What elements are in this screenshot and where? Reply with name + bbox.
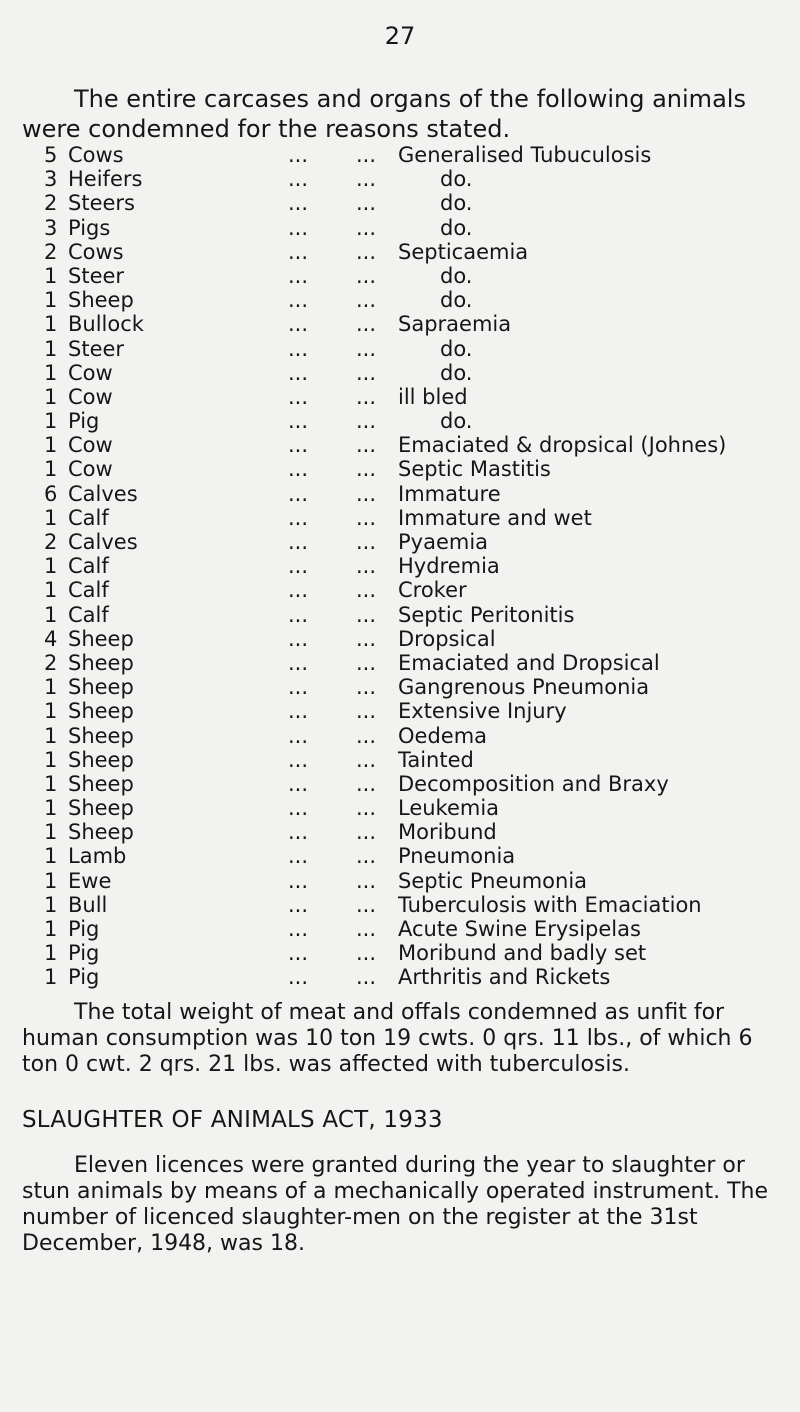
animal-count: 1: [44, 578, 58, 603]
animal-type: Bull: [68, 892, 108, 917]
condemnation-reason: Arthritis and Rickets: [398, 965, 611, 990]
condemnation-reason: Immature: [398, 481, 501, 506]
animal-type: Ewe: [68, 868, 112, 893]
leader-dots: ...: [356, 941, 377, 966]
leader-dots: ...: [288, 868, 309, 893]
table-row: [44, 603, 784, 627]
animal-count: 1: [44, 554, 58, 579]
animal-count: 1: [44, 602, 58, 627]
leader-dots: ...: [288, 191, 309, 216]
table-row: [44, 869, 784, 893]
leader-dots: ...: [288, 312, 309, 337]
animal-count: 1: [44, 820, 58, 845]
leader-dots: ...: [356, 336, 377, 361]
table-row: [44, 167, 784, 191]
leader-dots: ...: [288, 626, 309, 651]
condemnation-reason: Gangrenous Pneumonia: [398, 675, 650, 700]
animal-count: 3: [44, 215, 58, 240]
animal-type: Cows: [68, 239, 124, 264]
animal-count: 2: [44, 239, 58, 264]
page-number: 27: [384, 22, 416, 50]
leader-dots: ...: [288, 457, 309, 482]
leader-dots: ...: [356, 650, 377, 675]
leader-dots: ...: [356, 844, 377, 869]
animal-count: 2: [44, 530, 58, 554]
condemnation-reason: Emaciated & dropsical (Johnes): [398, 433, 727, 458]
condemnation-reason: do.: [440, 191, 473, 216]
table-row: [44, 433, 784, 457]
animal-type: Cows: [68, 143, 124, 167]
leader-dots: ...: [356, 457, 377, 482]
animal-count: 1: [44, 917, 58, 941]
condemnation-reason: Hydremia: [398, 554, 500, 579]
leader-dots: ...: [356, 868, 377, 893]
animal-type: Cow: [68, 384, 113, 409]
leader-dots: ...: [356, 554, 377, 579]
table-row: [44, 191, 784, 215]
animal-count: 3: [44, 167, 58, 192]
condemnation-reason: Septicaemia: [398, 239, 529, 264]
leader-dots: ...: [288, 384, 309, 409]
table-row: [44, 578, 784, 602]
animal-type: Sheep: [68, 771, 134, 796]
leader-dots: ...: [288, 675, 309, 700]
leader-dots: ...: [356, 771, 377, 796]
animal-type: Cow: [68, 433, 113, 458]
condemnation-reason: Generalised Tubuculosis: [398, 143, 652, 167]
animal-type: Lamb: [68, 844, 127, 869]
leader-dots: ...: [356, 505, 377, 530]
animal-count: 1: [44, 505, 58, 530]
condemnation-reason: Emaciated and Dropsical: [398, 650, 660, 675]
animal-type: Calves: [68, 530, 138, 554]
table-row: [44, 675, 784, 699]
leader-dots: ...: [356, 723, 377, 748]
leader-dots: ...: [356, 312, 377, 337]
leader-dots: ...: [288, 723, 309, 748]
animal-type: Bullock: [68, 312, 144, 337]
licences-paragraph: Eleven licences were granted during the year to slaughter or stun animals by means of a mechanically operated instrument. The number of licenced slaughter-men on the register at the 31st December, 1948, was 18.: [22, 1153, 769, 1256]
leader-dots: ...: [356, 360, 377, 385]
animal-count: 5: [44, 143, 58, 167]
leader-dots: ...: [356, 965, 377, 990]
leader-dots: ...: [356, 796, 377, 821]
table-row: [44, 409, 784, 433]
condemnation-reason: Oedema: [398, 723, 488, 748]
leader-dots: ...: [288, 892, 309, 917]
condemnation-reason: Moribund: [398, 820, 497, 845]
animal-type: Heifers: [68, 167, 143, 192]
animal-type: Calf: [68, 554, 109, 579]
animal-count: 1: [44, 675, 58, 700]
table-row: [44, 530, 784, 554]
leader-dots: ...: [356, 917, 377, 941]
animal-type: Calf: [68, 505, 109, 530]
leader-dots: ...: [356, 820, 377, 845]
animal-type: Calves: [68, 481, 138, 506]
animal-type: Sheep: [68, 747, 134, 772]
leader-dots: ...: [356, 239, 377, 264]
table-row: [44, 216, 784, 240]
leader-dots: ...: [356, 626, 377, 651]
leader-dots: ...: [288, 602, 309, 627]
condemnation-reason: Moribund and badly set: [398, 941, 647, 966]
animal-type: Sheep: [68, 650, 134, 675]
leader-dots: ...: [288, 941, 309, 966]
condemnation-reason: Tuberculosis with Emaciation: [398, 892, 702, 917]
animal-type: Sheep: [68, 820, 134, 845]
table-row: [44, 506, 784, 530]
leader-dots: ...: [288, 820, 309, 845]
leader-dots: ...: [356, 602, 377, 627]
table-row: [44, 143, 784, 167]
section-heading: SLAUGHTER OF ANIMALS ACT, 1933: [22, 1107, 443, 1133]
leader-dots: ...: [356, 530, 377, 554]
intro-paragraph: The entire carcases and organs of the following animals were condemned for the reasons stated.: [22, 85, 746, 143]
table-row: [44, 554, 784, 578]
condemnation-reason: Decomposition and Braxy: [398, 771, 669, 796]
leader-dots: ...: [288, 263, 309, 288]
table-row: [44, 965, 784, 989]
leader-dots: ...: [288, 215, 309, 240]
animal-type: Pig: [68, 965, 100, 990]
animal-count: 1: [44, 409, 58, 434]
leader-dots: ...: [288, 433, 309, 458]
condemnation-reason: ill bled: [398, 384, 468, 409]
animal-type: Sheep: [68, 288, 134, 313]
animal-count: 6: [44, 481, 58, 506]
animal-count: 1: [44, 723, 58, 748]
condemnation-reason: Pyaemia: [398, 530, 489, 554]
leader-dots: ...: [288, 409, 309, 434]
leader-dots: ...: [288, 771, 309, 796]
animal-count: 1: [44, 263, 58, 288]
leader-dots: ...: [288, 965, 309, 990]
leader-dots: ...: [288, 288, 309, 313]
animal-type: Sheep: [68, 796, 134, 821]
table-row: [44, 288, 784, 312]
leader-dots: ...: [288, 336, 309, 361]
table-row: [44, 651, 784, 675]
condemnation-reason: do.: [440, 215, 473, 240]
animal-count: 1: [44, 868, 58, 893]
animal-count: 4: [44, 626, 58, 651]
leader-dots: ...: [288, 796, 309, 821]
animal-count: 2: [44, 191, 58, 216]
animal-type: Sheep: [68, 699, 134, 724]
condemnation-reason: Septic Mastitis: [398, 457, 551, 482]
animal-count: 2: [44, 650, 58, 675]
animal-type: Cow: [68, 360, 113, 385]
leader-dots: ...: [356, 384, 377, 409]
leader-dots: ...: [288, 699, 309, 724]
condemnation-reason: Extensive Injury: [398, 699, 567, 724]
condemnation-reason: Septic Pneumonia: [398, 868, 588, 893]
leader-dots: ...: [356, 578, 377, 603]
table-row: [44, 457, 784, 481]
animal-count: 1: [44, 796, 58, 821]
condemnation-reason: Dropsical: [398, 626, 496, 651]
animal-count: 1: [44, 747, 58, 772]
leader-dots: ...: [356, 263, 377, 288]
condemnation-reason: Tainted: [398, 747, 474, 772]
table-row: [44, 844, 784, 868]
animal-count: 1: [44, 699, 58, 724]
condemnation-reason: Septic Peritonitis: [398, 602, 575, 627]
leader-dots: ...: [356, 288, 377, 313]
table-row: [44, 240, 784, 264]
leader-dots: ...: [288, 917, 309, 941]
table-row: [44, 748, 784, 772]
leader-dots: ...: [288, 360, 309, 385]
leader-dots: ...: [288, 844, 309, 869]
condemnation-reason: do.: [440, 409, 473, 434]
condemnation-reason: Acute Swine Erysipelas: [398, 917, 641, 941]
leader-dots: ...: [288, 530, 309, 554]
table-row: [44, 917, 784, 941]
condemnation-reason: Croker: [398, 578, 467, 603]
animal-type: Sheep: [68, 626, 134, 651]
leader-dots: ...: [356, 167, 377, 192]
animal-count: 1: [44, 433, 58, 458]
leader-dots: ...: [288, 650, 309, 675]
table-row: [44, 361, 784, 385]
leader-dots: ...: [288, 481, 309, 506]
leader-dots: ...: [356, 191, 377, 216]
condemnation-reason: do.: [440, 336, 473, 361]
leader-dots: ...: [356, 433, 377, 458]
leader-dots: ...: [356, 409, 377, 434]
leader-dots: ...: [356, 143, 377, 167]
condemnation-reason: do.: [440, 288, 473, 313]
animal-type: Steer: [68, 336, 125, 361]
condemnation-reason: do.: [440, 263, 473, 288]
animal-count: 1: [44, 384, 58, 409]
animal-type: Calf: [68, 578, 109, 603]
leader-dots: ...: [356, 481, 377, 506]
leader-dots: ...: [356, 747, 377, 772]
animal-count: 1: [44, 288, 58, 313]
leader-dots: ...: [356, 215, 377, 240]
condemnation-reason: Pneumonia: [398, 844, 516, 869]
table-row: [44, 385, 784, 409]
leader-dots: ...: [288, 747, 309, 772]
animal-type: Pig: [68, 409, 100, 434]
condemnation-reason: Leukemia: [398, 796, 500, 821]
table-row: [44, 699, 784, 723]
animal-type: Pigs: [68, 215, 111, 240]
animal-type: Steers: [68, 191, 135, 216]
animal-type: Cow: [68, 457, 113, 482]
leader-dots: ...: [356, 675, 377, 700]
table-row: [44, 724, 784, 748]
animal-count: 1: [44, 892, 58, 917]
animal-count: 1: [44, 312, 58, 337]
animal-type: Pig: [68, 941, 100, 966]
table-row: [44, 820, 784, 844]
table-row: [44, 337, 784, 361]
condemnation-reason: Immature and wet: [398, 505, 592, 530]
table-row: [44, 482, 784, 506]
leader-dots: ...: [288, 505, 309, 530]
leader-dots: ...: [288, 143, 309, 167]
animal-count: 1: [44, 965, 58, 990]
animal-count: 1: [44, 360, 58, 385]
condemned-animals-table: [44, 143, 784, 990]
table-row: [44, 941, 784, 965]
animal-count: 1: [44, 844, 58, 869]
leader-dots: ...: [288, 578, 309, 603]
condemnation-reason: do.: [440, 360, 473, 385]
table-row: [44, 312, 784, 336]
leader-dots: ...: [288, 167, 309, 192]
total-weight-paragraph: The total weight of meat and offals condemned as unfit for human consumption was 10 ton 19 cwts. 0 qrs. 11 lbs., of which 6 ton 0 cwt. 2 qrs. 21 lbs. was affected with tuberculosis.: [22, 1000, 753, 1077]
leader-dots: ...: [288, 554, 309, 579]
animal-type: Sheep: [68, 675, 134, 700]
animal-type: Pig: [68, 917, 100, 941]
table-row: [44, 627, 784, 651]
table-row: [44, 772, 784, 796]
animal-type: Sheep: [68, 723, 134, 748]
animal-type: Steer: [68, 263, 125, 288]
leader-dots: ...: [356, 892, 377, 917]
leader-dots: ...: [288, 239, 309, 264]
leader-dots: ...: [356, 699, 377, 724]
condemnation-reason: Sapraemia: [398, 312, 512, 337]
animal-count: 1: [44, 336, 58, 361]
animal-count: 1: [44, 771, 58, 796]
animal-type: Calf: [68, 602, 109, 627]
table-row: [44, 796, 784, 820]
animal-count: 1: [44, 941, 58, 966]
condemnation-reason: do.: [440, 167, 473, 192]
table-row: [44, 893, 784, 917]
table-row: [44, 264, 784, 288]
animal-count: 1: [44, 457, 58, 482]
